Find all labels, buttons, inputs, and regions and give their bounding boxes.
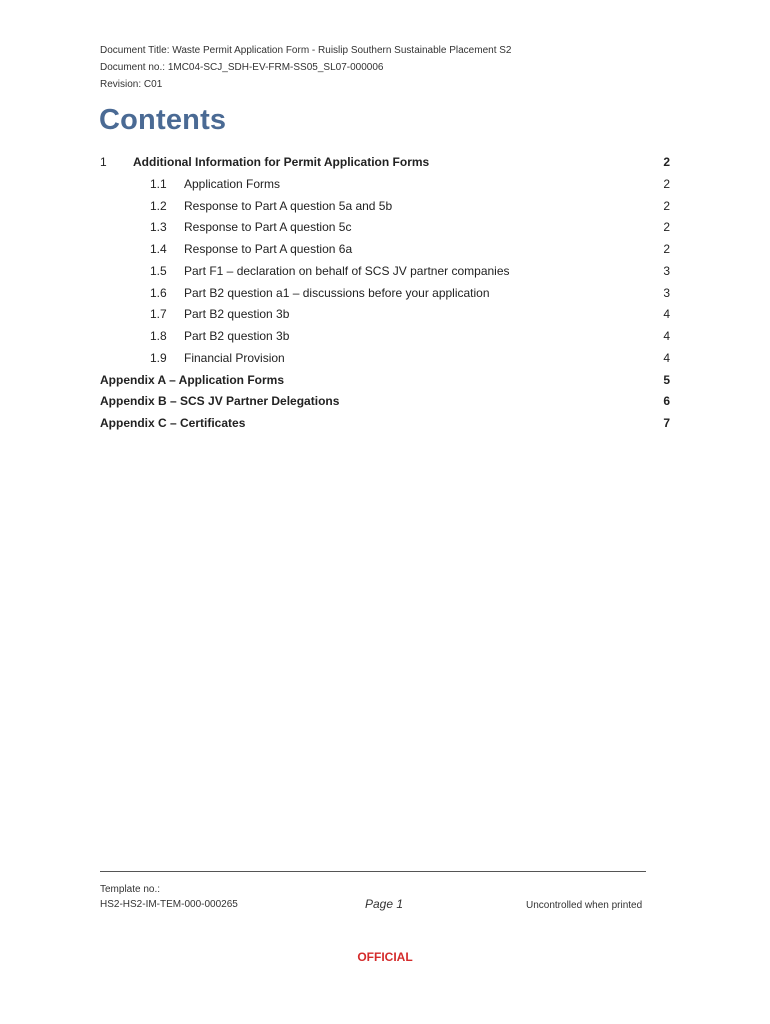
toc-page: 2: [663, 176, 670, 191]
toc-number: 1.5: [150, 263, 167, 278]
uncontrolled-notice: Uncontrolled when printed: [526, 900, 643, 911]
toc-entry-appendix-b[interactable]: [100, 391, 670, 413]
toc-entry-1-6[interactable]: [100, 283, 670, 305]
toc-label[interactable]: Part B2 question a1 – discussions before your application: [184, 285, 490, 300]
template-label: Template no.:: [100, 884, 161, 895]
page-number: Page 1: [365, 897, 404, 911]
toc-entry-1-9[interactable]: [100, 348, 670, 370]
toc-label[interactable]: Response to Part A question 5c: [184, 220, 352, 235]
toc-number: 1.8: [150, 329, 167, 343]
toc-label[interactable]: Part F1 – declaration on behalf of SCS JV partner companies: [184, 263, 510, 278]
toc-number: 1.3: [150, 220, 167, 235]
toc-page: 4: [663, 329, 670, 343]
toc-number: 1.4: [150, 242, 167, 256]
footer-divider: [100, 871, 646, 872]
toc-label[interactable]: Part B2 question 3b: [184, 307, 290, 322]
toc-number: 1: [100, 155, 107, 169]
toc-number: 1.2: [150, 198, 167, 213]
toc-entry-1-2[interactable]: [100, 196, 670, 218]
toc-page: 4: [663, 307, 670, 322]
toc-label[interactable]: Appendix C – Certificates: [100, 416, 246, 430]
toc-page: 4: [663, 350, 670, 365]
toc-label[interactable]: Response to Part A question 5a and 5b: [184, 198, 393, 213]
toc-page: 2: [663, 198, 670, 213]
toc-label[interactable]: Financial Provision: [184, 350, 285, 365]
toc-label[interactable]: Part B2 question 3b: [184, 329, 290, 343]
toc-label[interactable]: Application Forms: [184, 176, 281, 191]
classification-marking: OFFICIAL: [357, 950, 413, 964]
toc-label[interactable]: Additional Information for Permit Application Forms: [133, 155, 430, 169]
table-of-contents: [100, 152, 670, 435]
template-number: HS2-HS2-IM-TEM-000-000265: [100, 899, 238, 910]
toc-entry-1-4[interactable]: [100, 239, 670, 261]
toc-page: 2: [663, 220, 670, 235]
toc-entry-1-5[interactable]: [100, 261, 670, 283]
toc-number: 1.6: [150, 285, 167, 300]
toc-entry-1-7[interactable]: [100, 304, 670, 326]
toc-number: 1.7: [150, 307, 167, 322]
toc-entry-1-1[interactable]: [100, 174, 670, 196]
toc-number: 1.1: [150, 176, 167, 191]
toc-entry-appendix-c[interactable]: [100, 413, 670, 435]
toc-entry-appendix-a[interactable]: [100, 370, 670, 392]
contents-heading: Contents: [99, 104, 227, 136]
toc-entry-1-8[interactable]: [100, 326, 670, 348]
toc-entry-section-1[interactable]: [100, 152, 670, 174]
document-title: Document Title: Waste Permit Application Form - Ruislip Southern Sustainable Placement S2: [100, 45, 512, 56]
toc-label[interactable]: Appendix A – Application Forms: [100, 372, 285, 387]
revision: Revision: C01: [100, 79, 163, 90]
toc-page: 2: [663, 242, 670, 256]
toc-page: 2: [663, 155, 670, 169]
toc-entry-1-3[interactable]: [100, 217, 670, 239]
toc-label[interactable]: Response to Part A question 6a: [184, 242, 353, 256]
document-number: Document no.: 1MC04-SCJ_SDH-EV-FRM-SS05_SL07-000006: [100, 62, 384, 73]
toc-page: 5: [663, 372, 670, 387]
toc-page: 3: [663, 285, 670, 300]
toc-page: 7: [663, 416, 670, 430]
toc-page: 3: [663, 263, 670, 278]
toc-number: 1.9: [150, 350, 167, 365]
toc-label[interactable]: Appendix B – SCS JV Partner Delegations: [100, 394, 340, 409]
document-header: [100, 42, 511, 93]
toc-page: 6: [663, 394, 670, 409]
